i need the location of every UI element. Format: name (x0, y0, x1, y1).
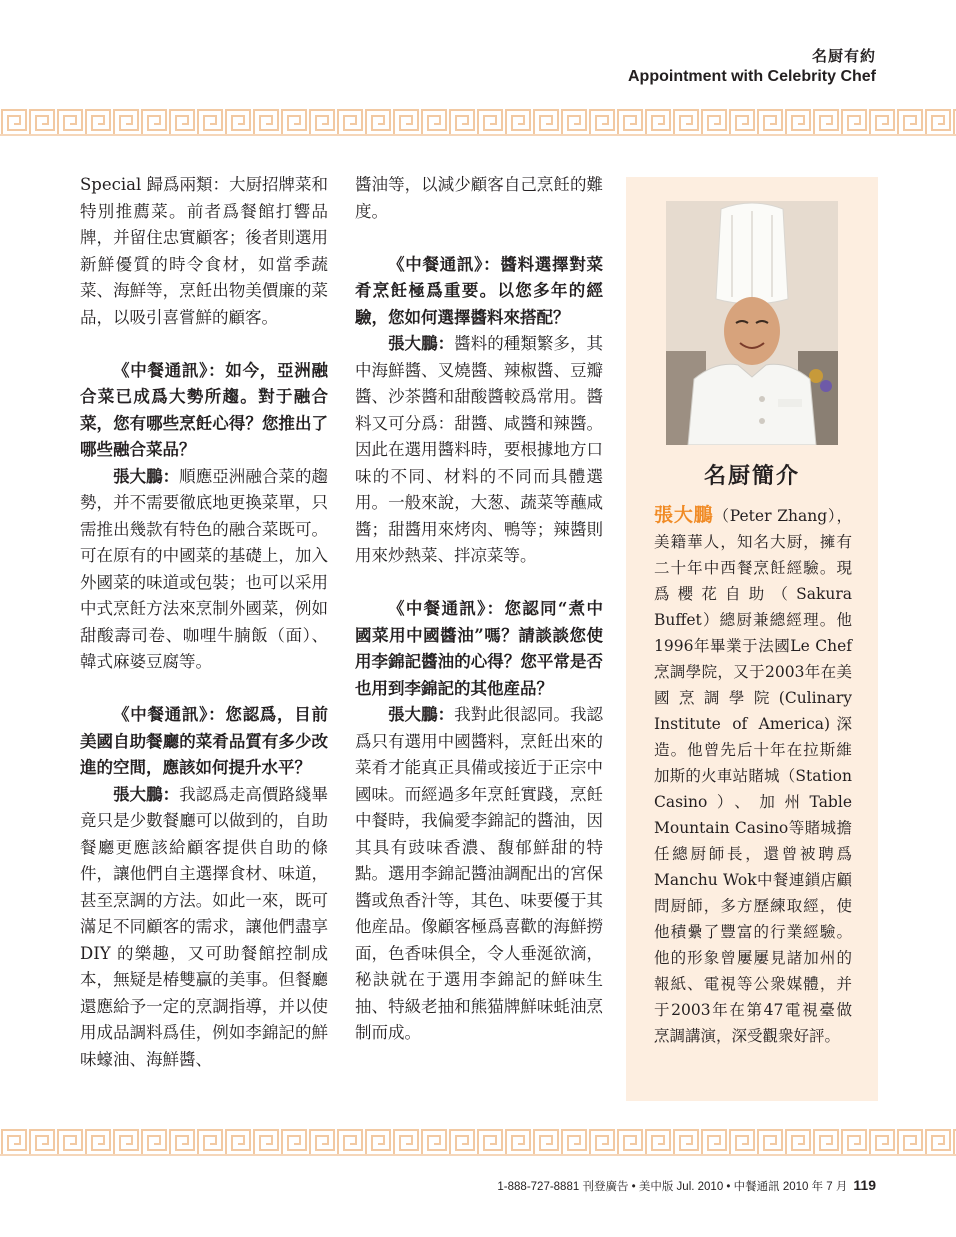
answer-speaker: 張大鵬： (388, 334, 455, 353)
interview-answer: 張大鵬：我認爲走高價路綫畢竟只是少數餐廳可以做到的，自助餐廳更應該給顧客提供自助的條件，讓他們自主選擇食材、味道，甚至烹調的方法。如此一來，既可滿足不同顧客的需求，讓他們盡享 DIY 的樂趣，又可助餐館控制成本，無疑是椿雙贏的美事。但餐廳還應給予一定的烹調指導，并以使用成品調料爲佳，例如李錦記的鮮味蠔油、海鮮醬、 (80, 784, 329, 1069)
interview-answer: 張大鵬：順應亞洲融合菜的趨勢，并不需要徹底地更換菜單，只需推出幾款有特色的融合菜既可。可在原有的中國菜的基礎上，加入外國菜的味道或包裝；也可以采用中式烹飪方法來烹制外國菜，例如甜酸壽司卷、咖哩牛腩飯（面）、韓式麻婆豆腐等。 (80, 466, 329, 671)
top-fret-border (0, 108, 956, 136)
answer-speaker: 張大鵬： (113, 466, 180, 486)
paragraph: Special 歸爲兩類：大厨招牌菜和特別推薦菜。前者爲餐館打響品牌，并留住忠實顧客；後者則選用新鮮優質的時令食材，如當季蔬菜、海鮮等，烹飪出物美價廉的菜品，以吸引喜嘗鮮的顧客。 (80, 175, 329, 327)
chef-portrait-photo (666, 201, 838, 445)
interview-question: 《中餐通訊》：您認同“煮中國菜用中國醬油”嗎？請談談您使用李錦記醬油的心得？您平常是否也用到李錦記的其他産品？ (355, 599, 603, 698)
interview-question: 《中餐通訊》：您認爲，目前美國自助餐廳的菜肴品質有多少改進的空間，應該如何提升水平？ (80, 705, 328, 777)
page-number: 119 (853, 1177, 876, 1193)
footer-text: 1-888-727-8881 刊登廣告 • 美中版 Jul. 2010 • 中餐通訊 2010 年 7 月 (497, 1181, 848, 1193)
chef-bio (654, 502, 852, 1049)
bottom-fret-border (0, 1128, 956, 1156)
interview-answer: 張大鵬：醬料的種類繁多，其中海鮮醬、叉燒醬、辣椒醬、豆瓣醬、沙茶醬和甜酸醬較爲常用。醬料又可分爲：甜醬、咸醬和辣醬。因此在選用醬料時，要根據地方口味的不同、材料的不同而具體選用。一般來說，大葱、蔬菜等蘸咸醬；甜醬用來烤肉、鴨等；辣醬則用來炒熱菜、拌凉菜等。 (355, 334, 604, 565)
section-header (628, 48, 876, 88)
chef-profile-sidebar (626, 177, 878, 1101)
sidebar-title: 名厨簡介 (703, 464, 800, 489)
answer-speaker: 張大鵬： (388, 705, 455, 724)
section-title-en: Appointment with Celebrity Chef (628, 68, 876, 85)
article-column-2 (355, 172, 603, 1047)
interview-question: 《中餐通訊》：醬料選擇對菜肴烹飪極爲重要。以您多年的經驗，您如何選擇醬料來搭配？ (355, 254, 603, 327)
article-column-1 (80, 172, 328, 1073)
paragraph: 醬油等，以減少顧客自己烹飪的難度。 (355, 175, 603, 221)
chef-bio-text: （Peter Zhang），美籍華人，知名大厨，擁有二十年中西餐烹飪經驗。現爲櫻花自助（Sakura Buffet）總厨兼總經理。他1996年畢業于法國Le Chef烹調學院，又于2003年在美國烹調學院(Culinary Institute of America)深造。他曾先后十年在拉斯維加斯的火車站賭城（Station Casino）、加州Table Mountain Casino等賭城擔任總厨師長，還曾被聘爲Manchu Wok中餐連鎖店顧問厨師，多方歷練取經，使他積纍了豐富的行業經驗。他的形象曾屢屢見諸加州的報紙、電視等公衆媒體，并于2003年在第47電視臺做烹調講演，深受觀衆好評。 (654, 507, 852, 1045)
page-footer (0, 1177, 876, 1194)
answer-speaker: 張大鵬： (113, 784, 180, 804)
interview-answer: 張大鵬：我對此很認同。我認爲只有選用中國醬料，烹飪出來的菜肴才能真正具備或接近于正宗中國味。而經過多年烹飪實踐，烹飪中餐時，我偏愛李錦記的醬油，因其具有豉味香濃、馥郁鮮甜的特點。選用李錦記醬油調配出的宮保醬或魚香汁等，其色、味要優于其他産品。像顧客極爲喜歡的海鮮撈面，色香味俱全，令人垂涎欲滴，秘訣就在于選用李錦記的鮮味生抽、特級老抽和熊猫牌鮮味蚝油烹制而成。 (355, 705, 604, 1042)
chef-name: 張大鵬 (654, 504, 714, 526)
interview-question: 《中餐通訊》：如今，亞洲融合菜已成爲大勢所趨。對于融合菜，您有哪些烹飪心得？您推出了哪些融合菜品？ (80, 360, 328, 459)
section-title-zh: 名厨有約 (811, 48, 876, 65)
